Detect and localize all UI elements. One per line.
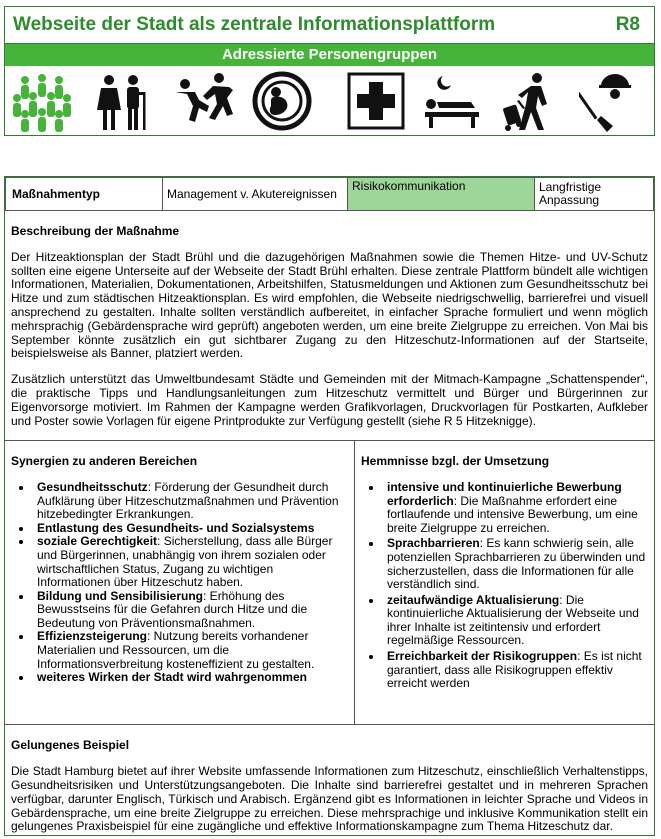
list-item: • weiteres Wirken der Stadt wird wahrgenommen: [33, 671, 348, 685]
list-item: • Entlastung des Gesundheits- und Sozialsystems: [33, 522, 348, 536]
synergies-heading: Synergien zu anderen Bereichen: [11, 454, 198, 469]
example-paragraph: Die Stadt Hamburg bietet auf ihrer Website umfassende Informationen zum Hitzeschutz, einschließlich Verhaltenstipps, Gesundheitsrisiken und Unterstützungsangeboten. Die Inhalte sind barrierefrei gestaltet und in mehreren Sprachen verfügbar, darunter Englisch, Türkisch und Arabisch. Ergänzend gibt es Informationen in leichter Sprache und Videos in Gebärdensprache, um eine breite Zielgruppe zu erreichen. Diese mehrsprachige und inklusive Kommunikation stellt ein gelungenes Praxisbeispiel für eine zugängliche und effektive Informationskampagne zum Thema Hitzeschutz dar.: [11, 764, 648, 834]
description-paragraph: Zusätzlich unterstützt das Umweltbundesamt Städte und Gemeinden mit der Mitmach-Kampagne „Schattenspender“, die praktische Tipps und Handlungsanleitungen zum Hitzeschutz vermittelt und Bürger und Bürgerinnen zur Eigenvorsorge motiviert. Im Rahmen der Kampagne werden Grafikvorlagen, Druckvorlagen für Postkarten, Aufkleber und Poster sowie Vorlagen für eigene Printprodukte zur Verfügung gestellt (siehe R 5 Hitzeknigge).: [11, 372, 648, 428]
example-section: [5, 724, 654, 834]
pregnant-person-icon: [251, 70, 313, 132]
measure-code: R8: [615, 14, 640, 35]
measure-type-option-adaptation: Langfristige Anpassung: [535, 178, 654, 211]
traveler-icon: [499, 70, 561, 132]
target-group-icons: [5, 66, 654, 136]
children-playing-icon: [171, 70, 233, 132]
crowd-icon: [11, 70, 73, 132]
page-title: Webseite der Stadt als zentrale Informationsplattform: [13, 14, 496, 35]
target-groups-band: Adressierte Personengruppen: [5, 44, 654, 66]
synergies-obstacles-row: [5, 440, 654, 724]
description-heading: Beschreibung der Maßnahme: [11, 224, 180, 238]
list-item: • Bildung und Sensibilisierung: Erhöhung des Bewusstseins für die Gefahren durch Hitze und die Bedeutung von Präventionsmaßnahmen.: [33, 590, 348, 631]
example-heading: Gelungenes Beispiel: [11, 738, 130, 753]
measure-type-label: Maßnahmentyp: [6, 178, 163, 211]
measure-type-option-management: Management v. Akutereignissen: [163, 178, 348, 211]
list-item: • Effizienzsteigerung: Nutzung bereits vorhandener Materialien und Ressourcen, um die Informationsverbreitung kosteneffizient zu gestalten.: [33, 630, 348, 671]
list-item: • soziale Gerechtigkeit: Sicherstellung, dass alle Bürger und Bürgerinnen, unabhängig von ihrem sozialen oder wirtschaftlichen Status, Zugang zu wichtigen Informationen über Hitzeschutz haben.: [33, 535, 348, 589]
person-resting-icon: [421, 70, 483, 132]
title-row: [5, 7, 654, 44]
obstacles-column: [355, 441, 654, 724]
measure-type-option-risk-communication: Risikokommunikation: [348, 178, 535, 211]
medical-cross-icon: [345, 70, 407, 132]
list-item: • Sprachbarrieren: Es kann schwierig sein, alle potenziellen Sprachbarrieren zu überwinden und sicherzustellen, dass die Informationen für alle verständlich sind.: [383, 537, 648, 591]
elderly-couple-icon: [91, 70, 153, 132]
measure-type-table: [5, 177, 654, 211]
measure-sheet: [4, 176, 655, 836]
obstacles-heading: Hemmnisse bzgl. der Umsetzung: [361, 454, 550, 469]
description-paragraph: Der Hitzeaktionsplan der Stadt Brühl und die dazugehörigen Maßnahmen sowie die Themen Hitze- und UV-Schutz sollten eine eigene Unterseite auf der Webseite der Stadt Brühl erhalten. Diese zentrale Plattform bündelt alle wichtigen Informationen, Materialien, Dokumentationen, Arbeitshilfen, Statusmeldungen und Aktionen zum Gesundheitsschutz bei Hitze und zum städtischen Hitzeaktionsplan. Es wird empfohlen, die Webseite niedrigschwellig, barrierefrei und visuell ansprechend zu gestalten. Inhalte sollten verständlich aufbereitet, in einfacher Sprache formuliert und wenn möglich mehrsprachig (Gebärdensprache wird geprüft) angeboten werden, um eine breite Zielgruppe zu erreichen. Von Mai bis September könnte zusätzlich ein gut sichtbarer Zugang zu den Hitzeschutz-Informationen auf der Startseite, beispielsweise als Banner, platziert werden.: [11, 249, 648, 361]
list-item: • Erreichbarkeit der Risikogruppen: Es ist nicht garantiert, dass alle Risikogruppen effektiv erreicht werden: [383, 650, 648, 691]
obstacles-list: [361, 481, 648, 691]
description-section: [5, 211, 654, 440]
list-item: • Gesundheitsschutz: Förderung der Gesundheit durch Aufklärung über Hitzeschutzmaßnahmen und Prävention hitzebedingter Erkrankungen.: [33, 481, 348, 522]
list-item: • zeitaufwändige Aktualisierung: Die kontinuierliche Aktualisierung der Webseite und ihrer Inhalte ist zeitintensiv und erfordert regelmäßige Ressourcen.: [383, 594, 648, 648]
list-item: • intensive und kontinuierliche Bewerbung erforderlich: Die Maßnahme erfordert eine fortlaufende und intensive Bewerbung, um eine breite Zielgruppe zu erreichen.: [383, 481, 648, 535]
synergies-list: [11, 481, 348, 685]
target-groups-header: [4, 6, 655, 136]
synergies-column: [5, 441, 355, 724]
construction-worker-icon: [579, 70, 641, 132]
